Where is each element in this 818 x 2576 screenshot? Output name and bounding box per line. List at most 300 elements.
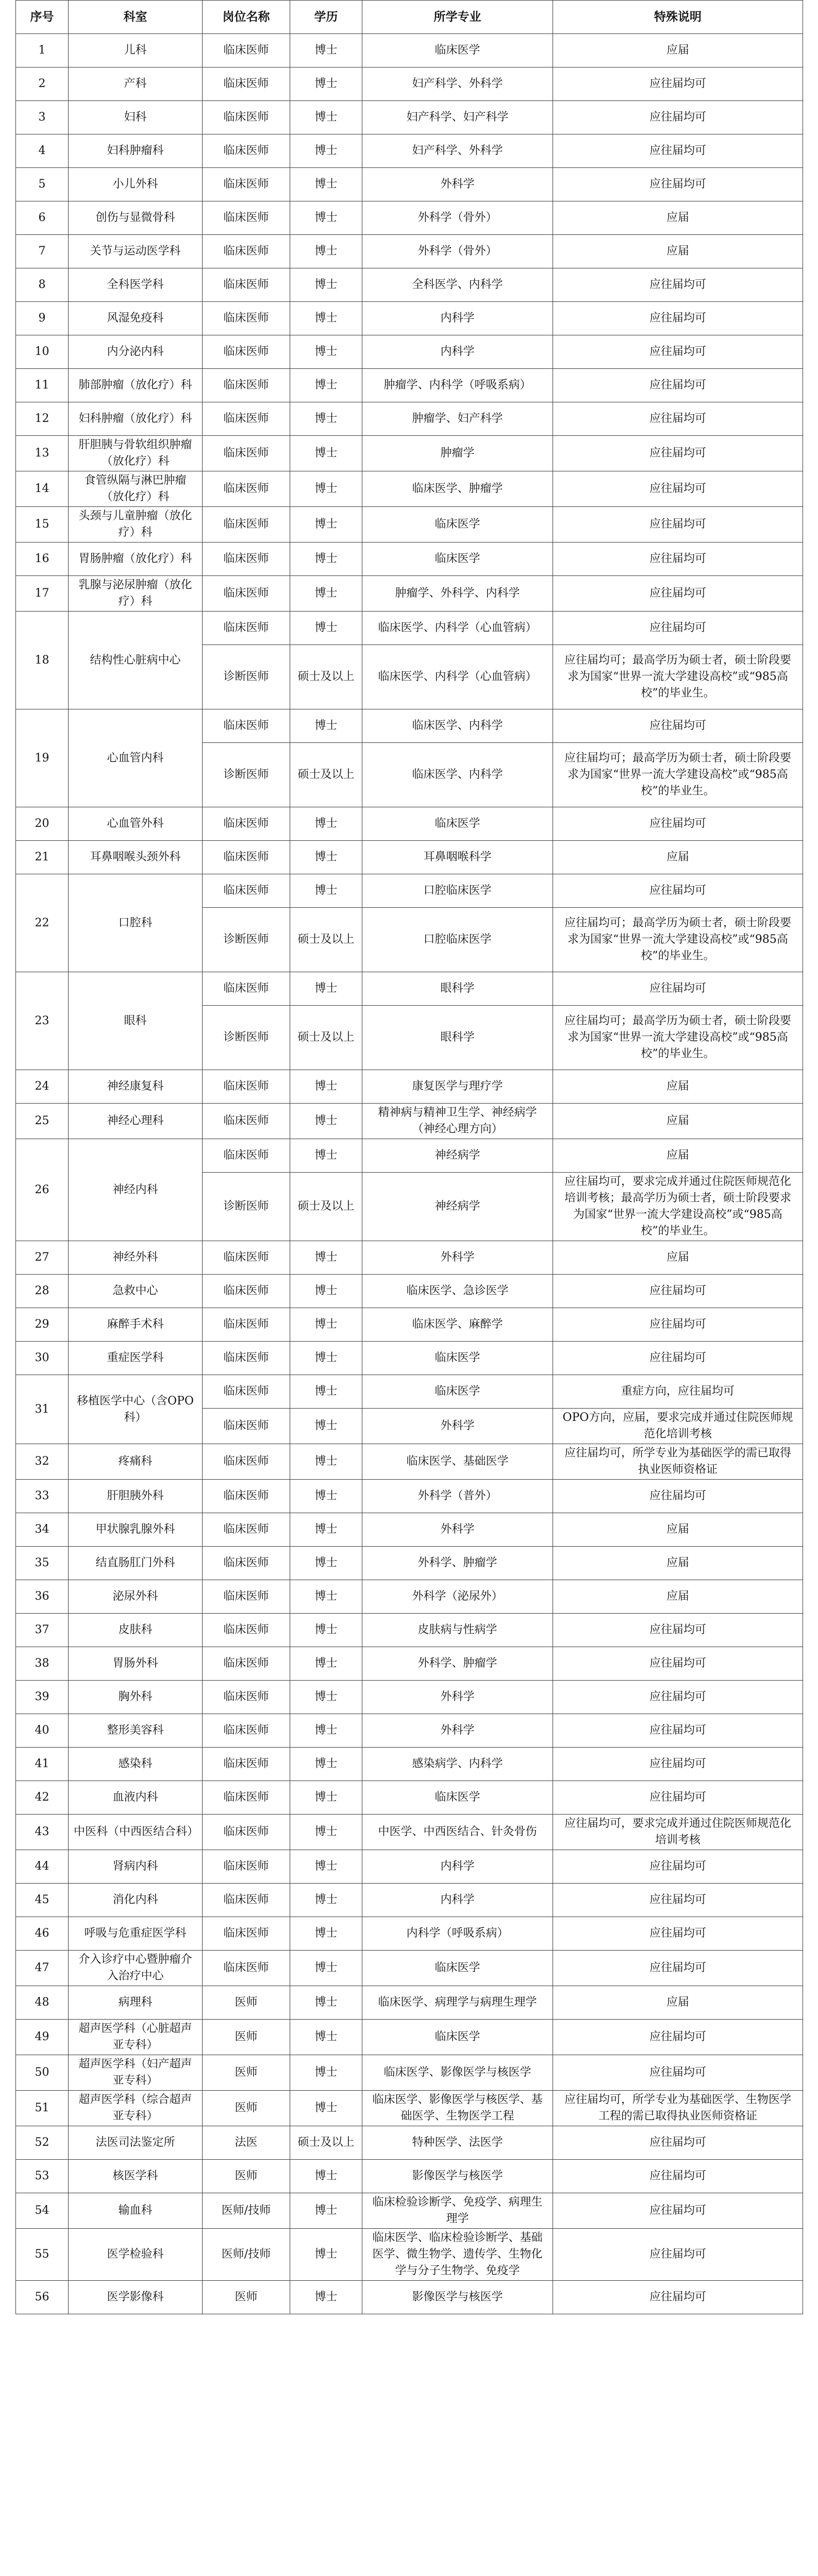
position-name: 临床医师 [203,1070,290,1104]
table-row [16,1547,803,1580]
major: 临床医学、病理学与病理生理学 [362,1986,553,2020]
special-note: 应往届均可 [553,2126,803,2160]
education: 博士 [290,1714,362,1748]
special-note: 应届 [553,1070,803,1104]
major: 精神病与精神卫生学、神经病学（神经心理方向） [362,1104,553,1139]
education: 博士 [290,302,362,335]
position-name: 诊断医师 [203,1006,290,1070]
dept-name: 神经外科 [69,1241,203,1275]
special-note: 应届 [553,1104,803,1139]
table-row [16,1275,803,1308]
major: 外科学（泌尿外） [362,1580,553,1614]
table-row [16,1815,803,1850]
education: 硕士及以上 [290,1006,362,1070]
dept-name: 神经心理科 [69,1104,203,1139]
table-row [16,235,803,268]
table-row [16,1647,803,1681]
row-number: 12 [16,402,69,436]
table-row [16,436,803,471]
major: 外科学、肿瘤学 [362,1647,553,1681]
major: 内科学 [362,1850,553,1884]
table-row [16,1241,803,1275]
row-number: 28 [16,1275,69,1308]
special-note: 应往届均可 [553,2229,803,2281]
major: 临床医学、基础医学 [362,1444,553,1480]
dept-name: 神经康复科 [69,1070,203,1104]
special-note: 应往届均可 [553,1480,803,1513]
dept-name: 感染科 [69,1748,203,1781]
dept-name: 整形美容科 [69,1714,203,1748]
major: 口腔临床医学 [362,874,553,908]
major: 临床医学 [362,1342,553,1375]
special-note: 应往届均可 [553,369,803,402]
major: 妇产科学、妇产科学 [362,101,553,134]
row-number: 3 [16,101,69,134]
position-name: 临床医师 [203,874,290,908]
special-note: 应往届均可 [553,2281,803,2314]
special-note: 应往届均可 [553,972,803,1006]
education: 博士 [290,335,362,369]
table-row [16,1884,803,1917]
header-position: 岗位名称 [203,1,290,34]
education: 博士 [290,2193,362,2229]
special-note: 应往届均可 [553,1308,803,1342]
education: 博士 [290,709,362,743]
major: 临床医学、内科学（心血管病） [362,612,553,645]
table-row [16,612,803,645]
table-row [16,402,803,436]
education: 博士 [290,1951,362,1986]
major: 临床医学 [362,34,553,67]
education: 博士 [290,1781,362,1815]
education: 博士 [290,402,362,436]
position-name: 临床医师 [203,436,290,471]
major: 内科学 [362,302,553,335]
row-number: 55 [16,2229,69,2281]
education: 博士 [290,1444,362,1480]
row-number: 44 [16,1850,69,1884]
special-note: 应往届均可 [553,1917,803,1951]
major: 皮肤病与性病学 [362,1614,553,1647]
position-name: 临床医师 [203,1614,290,1647]
education: 博士 [290,1513,362,1547]
row-number: 35 [16,1547,69,1580]
education: 博士 [290,1375,362,1409]
special-note: 应往届均可 [553,302,803,335]
education: 博士 [290,1308,362,1342]
major: 外科学 [362,168,553,201]
position-name: 临床医师 [203,807,290,841]
table-row [16,1308,803,1342]
position-name: 医师 [203,2020,290,2055]
major: 耳鼻咽喉科学 [362,841,553,874]
row-number: 2 [16,67,69,101]
major: 内科学 [362,1884,553,1917]
row-number: 40 [16,1714,69,1748]
header-note: 特殊说明 [553,1,803,34]
special-note: 应往届均可 [553,436,803,471]
education: 博士 [290,543,362,576]
position-name: 医师 [203,2091,290,2126]
education: 硕士及以上 [290,2126,362,2160]
special-note: 应往届均可 [553,168,803,201]
education: 博士 [290,268,362,302]
major: 临床医学、影像医学与核医学、基础医学、生物医学工程 [362,2091,553,2126]
dept-name: 头颈与儿童肿瘤（放化疗）科 [69,507,203,543]
major: 影像医学与核医学 [362,2160,553,2193]
row-number: 36 [16,1580,69,1614]
dept-name: 结直肠肛门外科 [69,1547,203,1580]
major: 感染病学、内科学 [362,1748,553,1781]
dept-name: 眼科 [69,972,203,1070]
dept-name: 超声医学科（妇产超声亚专科） [69,2055,203,2091]
special-note: 应往届均可 [553,1781,803,1815]
position-name: 临床医师 [203,1409,290,1444]
dept-name: 胃肠外科 [69,1647,203,1681]
table-row [16,1342,803,1375]
position-name: 医师/技师 [203,2229,290,2281]
major: 临床医学 [362,2020,553,2055]
row-number: 37 [16,1614,69,1647]
table-row [16,1917,803,1951]
special-note: 应往届均可 [553,471,803,507]
dept-name: 口腔科 [69,874,203,972]
position-name: 临床医师 [203,576,290,612]
major: 临床医学、急诊医学 [362,1275,553,1308]
recruitment-table-container [15,0,803,2314]
special-note: 应往届均可 [553,67,803,101]
dept-name: 妇科肿瘤科 [69,134,203,168]
education: 博士 [290,507,362,543]
row-number: 49 [16,2020,69,2055]
special-note: OPO方向，应届，要求完成并通过住院医师规范化培训考核 [553,1409,803,1444]
row-number: 39 [16,1681,69,1714]
row-number: 24 [16,1070,69,1104]
dept-name: 创伤与显微骨科 [69,201,203,235]
row-number: 33 [16,1480,69,1513]
position-name: 临床医师 [203,1850,290,1884]
row-number: 42 [16,1781,69,1815]
table-row [16,1139,803,1173]
row-number: 14 [16,471,69,507]
major: 临床医学、内科学 [362,743,553,807]
dept-name: 妇科 [69,101,203,134]
position-name: 临床医师 [203,612,290,645]
education: 博士 [290,612,362,645]
row-number: 27 [16,1241,69,1275]
dept-name: 超声医学科（综合超声亚专科） [69,2091,203,2126]
special-note: 应往届均可，所学专业为基础医学、生物医学工程的需已取得执业医师资格证 [553,2091,803,2126]
special-note: 应往届均可；最高学历为硕士者，硕士阶段要求为国家“世界一流大学建设高校”或“985高校”的毕业生。 [553,908,803,972]
position-name: 法医 [203,2126,290,2160]
education: 博士 [290,1681,362,1714]
education: 博士 [290,2229,362,2281]
table-row [16,1781,803,1815]
position-name: 临床医师 [203,101,290,134]
table-body [16,34,803,2314]
special-note: 应届 [553,1580,803,1614]
table-row [16,168,803,201]
special-note: 应往届均可 [553,402,803,436]
row-number: 29 [16,1308,69,1342]
position-name: 临床医师 [203,1647,290,1681]
position-name: 临床医师 [203,1275,290,1308]
major: 内科学 [362,335,553,369]
special-note: 应往届均可 [553,2055,803,2091]
position-name: 医师 [203,2160,290,2193]
education: 博士 [290,134,362,168]
dept-name: 泌尿外科 [69,1580,203,1614]
position-name: 临床医师 [203,369,290,402]
dept-name: 医学检验科 [69,2229,203,2281]
table-row [16,1480,803,1513]
row-number: 51 [16,2091,69,2126]
table-row [16,335,803,369]
major: 外科学（普外） [362,1480,553,1513]
special-note: 应往届均可 [553,134,803,168]
major: 临床医学 [362,543,553,576]
position-name: 临床医师 [203,335,290,369]
table-row [16,101,803,134]
dept-name: 胸外科 [69,1681,203,1714]
row-number: 47 [16,1951,69,1986]
special-note: 应届 [553,1513,803,1547]
table-row [16,1681,803,1714]
table-row [16,709,803,743]
table-row [16,67,803,101]
education: 硕士及以上 [290,645,362,709]
table-row [16,841,803,874]
row-number: 50 [16,2055,69,2091]
position-name: 临床医师 [203,1308,290,1342]
row-number: 10 [16,335,69,369]
major: 临床医学 [362,807,553,841]
education: 博士 [290,471,362,507]
table-row [16,34,803,67]
row-number: 1 [16,34,69,67]
dept-name: 麻醉手术科 [69,1308,203,1342]
dept-name: 全科医学科 [69,268,203,302]
dept-name: 结构性心脏病中心 [69,612,203,709]
dept-name: 肝胆胰与骨软组织肿瘤（放化疗）科 [69,436,203,471]
education: 博士 [290,2281,362,2314]
major: 外科学 [362,1681,553,1714]
table-row [16,2091,803,2126]
row-number: 38 [16,1647,69,1681]
row-number: 16 [16,543,69,576]
dept-name: 儿科 [69,34,203,67]
table-row [16,1714,803,1748]
special-note: 应届 [553,841,803,874]
education: 博士 [290,1917,362,1951]
special-note: 应往届均可，要求完成并通过住院医师规范化培训考核 [553,1815,803,1850]
major: 临床医学 [362,1951,553,1986]
special-note: 应往届均可 [553,2020,803,2055]
education: 博士 [290,1815,362,1850]
education: 博士 [290,436,362,471]
position-name: 临床医师 [203,1547,290,1580]
row-number: 31 [16,1375,69,1444]
major: 肿瘤学、妇产科学 [362,402,553,436]
major: 临床医学 [362,1375,553,1409]
table-row [16,576,803,612]
table-row [16,874,803,908]
row-number: 26 [16,1139,69,1241]
education: 博士 [290,841,362,874]
special-note: 应往届均可，要求完成并通过住院医师规范化培训考核；最高学历为硕士者，硕士阶段要求为国家“世界一流大学建设高校”或“985高校”的毕业生。 [553,1173,803,1241]
dept-name: 消化内科 [69,1884,203,1917]
row-number: 9 [16,302,69,335]
header-major: 所学专业 [362,1,553,34]
education: 博士 [290,1986,362,2020]
position-name: 临床医师 [203,268,290,302]
dept-name: 小儿外科 [69,168,203,201]
education: 博士 [290,369,362,402]
position-name: 临床医师 [203,471,290,507]
education: 博士 [290,1647,362,1681]
row-number: 8 [16,268,69,302]
dept-name: 心血管外科 [69,807,203,841]
education: 博士 [290,1275,362,1308]
special-note: 应往届均可 [553,1342,803,1375]
education: 博士 [290,2160,362,2193]
dept-name: 胃肠肿瘤（放化疗）科 [69,543,203,576]
row-number: 18 [16,612,69,709]
row-number: 54 [16,2193,69,2229]
position-name: 临床医师 [203,134,290,168]
row-number: 6 [16,201,69,235]
position-name: 临床医师 [203,235,290,268]
table-row [16,2020,803,2055]
row-number: 15 [16,507,69,543]
position-name: 临床医师 [203,1681,290,1714]
table-row [16,2281,803,2314]
position-name: 临床医师 [203,841,290,874]
education: 博士 [290,1547,362,1580]
major: 影像医学与核医学 [362,2281,553,2314]
table-row [16,1580,803,1614]
special-note: 应届 [553,1547,803,1580]
special-note: 应往届均可 [553,576,803,612]
education: 博士 [290,168,362,201]
education: 博士 [290,1104,362,1139]
row-number: 20 [16,807,69,841]
table-row [16,369,803,402]
education: 博士 [290,1748,362,1781]
header-no: 序号 [16,1,69,34]
special-note: 应届 [553,1241,803,1275]
education: 博士 [290,576,362,612]
table-row [16,2126,803,2160]
dept-name: 移植医学中心（含OPO科） [69,1375,203,1444]
major: 外科学（骨外） [362,235,553,268]
education: 博士 [290,201,362,235]
position-name: 临床医师 [203,709,290,743]
education: 博士 [290,34,362,67]
position-name: 临床医师 [203,302,290,335]
dept-name: 医学影像科 [69,2281,203,2314]
position-name: 临床医师 [203,1375,290,1409]
special-note: 应往届均可，所学专业为基础医学的需已取得执业医师资格证 [553,1444,803,1480]
education: 硕士及以上 [290,743,362,807]
dept-name: 中医科（中西医结合科） [69,1815,203,1850]
special-note: 应往届均可 [553,1884,803,1917]
position-name: 临床医师 [203,1480,290,1513]
position-name: 临床医师 [203,1714,290,1748]
table-row [16,1104,803,1139]
education: 博士 [290,1580,362,1614]
major: 特种医学、法医学 [362,2126,553,2160]
table-row [16,507,803,543]
table-row [16,1748,803,1781]
special-note: 应往届均可；最高学历为硕士者，硕士阶段要求为国家“世界一流大学建设高校”或“985高校”的毕业生。 [553,1006,803,1070]
table-row [16,2229,803,2281]
position-name: 临床医师 [203,1104,290,1139]
dept-name: 关节与运动医学科 [69,235,203,268]
row-number: 48 [16,1986,69,2020]
dept-name: 超声医学科（心脏超声亚专科） [69,2020,203,2055]
position-name: 医师/技师 [203,2193,290,2229]
position-name: 临床医师 [203,1444,290,1480]
dept-name: 核医学科 [69,2160,203,2193]
special-note: 应往届均可 [553,2160,803,2193]
header-row [16,1,803,34]
education: 博士 [290,235,362,268]
special-note: 应往届均可 [553,101,803,134]
position-name: 临床医师 [203,1241,290,1275]
major: 神经病学 [362,1139,553,1173]
row-number: 32 [16,1444,69,1480]
dept-name: 法医司法鉴定所 [69,2126,203,2160]
position-name: 临床医师 [203,168,290,201]
position-name: 临床医师 [203,1917,290,1951]
special-note: 应往届均可 [553,1951,803,1986]
position-name: 诊断医师 [203,908,290,972]
table-row [16,471,803,507]
position-name: 临床医师 [203,402,290,436]
row-number: 21 [16,841,69,874]
row-number: 52 [16,2126,69,2160]
table-row [16,1444,803,1480]
education: 博士 [290,1614,362,1647]
major: 临床医学、内科学（心血管病） [362,645,553,709]
position-name: 医师 [203,2281,290,2314]
row-number: 17 [16,576,69,612]
position-name: 诊断医师 [203,1173,290,1241]
special-note: 应往届均可 [553,1614,803,1647]
education: 博士 [290,807,362,841]
special-note: 应届 [553,201,803,235]
special-note: 应往届均可 [553,335,803,369]
row-number: 56 [16,2281,69,2314]
dept-name: 妇科肿瘤（放化疗）科 [69,402,203,436]
education: 博士 [290,874,362,908]
dept-name: 耳鼻咽喉头颈外科 [69,841,203,874]
major: 中医学、中西医结合、针灸骨伤 [362,1815,553,1850]
education: 博士 [290,1139,362,1173]
row-number: 22 [16,874,69,972]
major: 眼科学 [362,1006,553,1070]
row-number: 34 [16,1513,69,1547]
dept-name: 心血管内科 [69,709,203,807]
table-row [16,807,803,841]
dept-name: 乳腺与泌尿肿瘤（放化疗）科 [69,576,203,612]
major: 临床医学、肿瘤学 [362,471,553,507]
special-note: 应往届均可 [553,268,803,302]
table-row [16,972,803,1006]
major: 临床医学 [362,1781,553,1815]
major: 外科学 [362,1714,553,1748]
